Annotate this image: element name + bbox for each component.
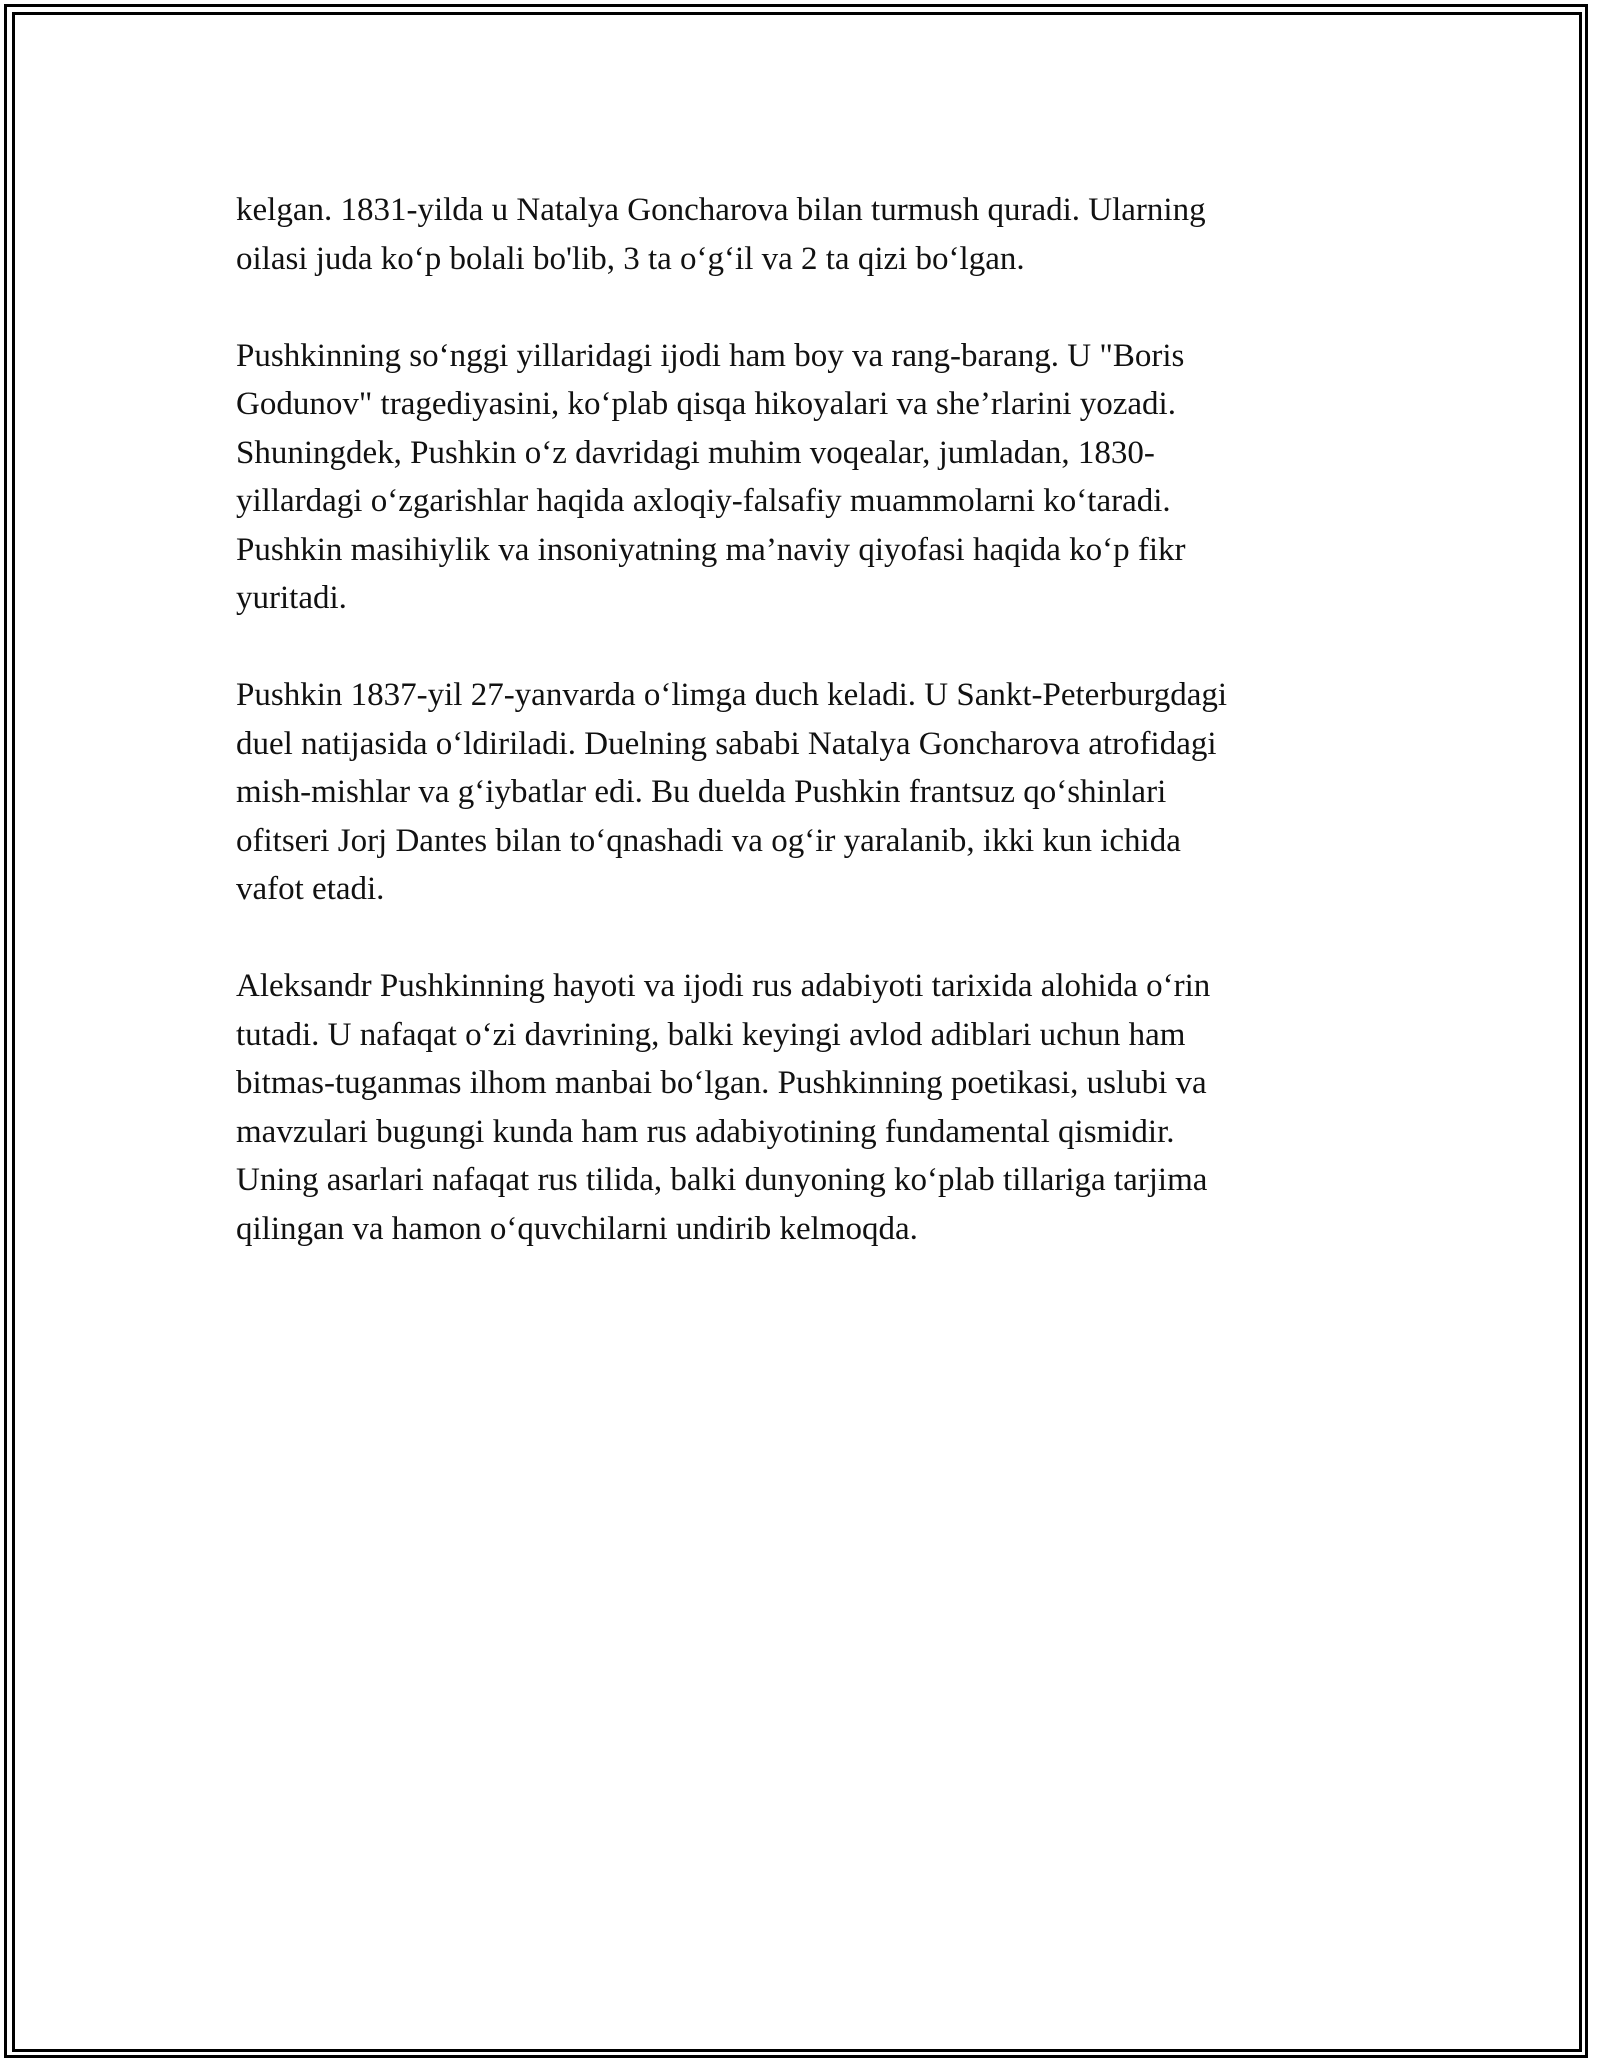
text-line: mavzulari bugungi kunda ham rus adabiyotining fundamental qismidir. xyxy=(236,1113,1175,1150)
text-line: Pushkin masihiylik va insoniyatning ma’naviy qiyofasi haqida ko‘p fikr xyxy=(236,531,1186,568)
text-line: Pushkinning so‘nggi yillaridagi ijodi ham boy va rang-barang. U "Boris xyxy=(236,337,1185,374)
text-line: kelgan. 1831-yilda u Natalya Goncharova bilan turmush quradi. Ularning xyxy=(236,192,1206,228)
paragraph-3 xyxy=(236,671,1356,914)
text-line: qilingan va hamon o‘quvchilarni undirib kelmoqda. xyxy=(236,1210,918,1247)
text-line: bitmas-tuganmas ilhom manbai bo‘lgan. Pushkinning poetikasi, uslubi va xyxy=(236,1065,1207,1101)
text-line: Uning asarlari nafaqat rus tilida, balki dunyoning ko‘plab tillariga tarjima xyxy=(236,1162,1208,1198)
text-line: duel natijasida o‘ldiriladi. Duelning sababi Natalya Goncharova atrofidagi xyxy=(236,725,1217,762)
paragraph-2 xyxy=(236,332,1356,623)
text-line: tutadi. U nafaqat o‘zi davrining, balki keyingi avlod adiblari uchun ham xyxy=(236,1016,1186,1053)
text-line: vafot etadi. xyxy=(236,871,385,907)
text-line: ofitseri Jorj Dantes bilan to‘qnashadi va og‘ir yaralanib, ikki kun ichida xyxy=(236,822,1181,859)
text-line: Pushkin 1837-yil 27-yanvarda o‘limga duch keladi. U Sankt-Peterburgdagi xyxy=(236,677,1228,713)
text-line: yillardagi o‘zgarishlar haqida axloqiy-falsafiy muammolarni ko‘taradi. xyxy=(236,483,1171,519)
paragraph-1 xyxy=(236,186,1356,283)
text-line: oilasi juda ko‘p bolali bo'lib, 3 ta o‘g‘il va 2 ta qizi bo‘lgan. xyxy=(236,240,1025,277)
text-line: mish-mishlar va g‘iybatlar edi. Bu duelda Pushkin frantsuz qo‘shinlari xyxy=(236,774,1167,810)
document-body xyxy=(236,186,1356,1302)
paragraph-4 xyxy=(236,962,1356,1253)
text-line: Shuningdek, Pushkin o‘z davridagi muhim voqealar, jumladan, 1830- xyxy=(236,434,1155,471)
text-line: yuritadi. xyxy=(236,580,347,616)
text-line: Aleksandr Pushkinning hayoti va ijodi rus adabiyoti tarixida alohida o‘rin xyxy=(236,968,1211,1004)
text-line: Godunov" tragediyasini, ko‘plab qisqa hikoyalari va she’rlarini yozadi. xyxy=(236,386,1176,422)
